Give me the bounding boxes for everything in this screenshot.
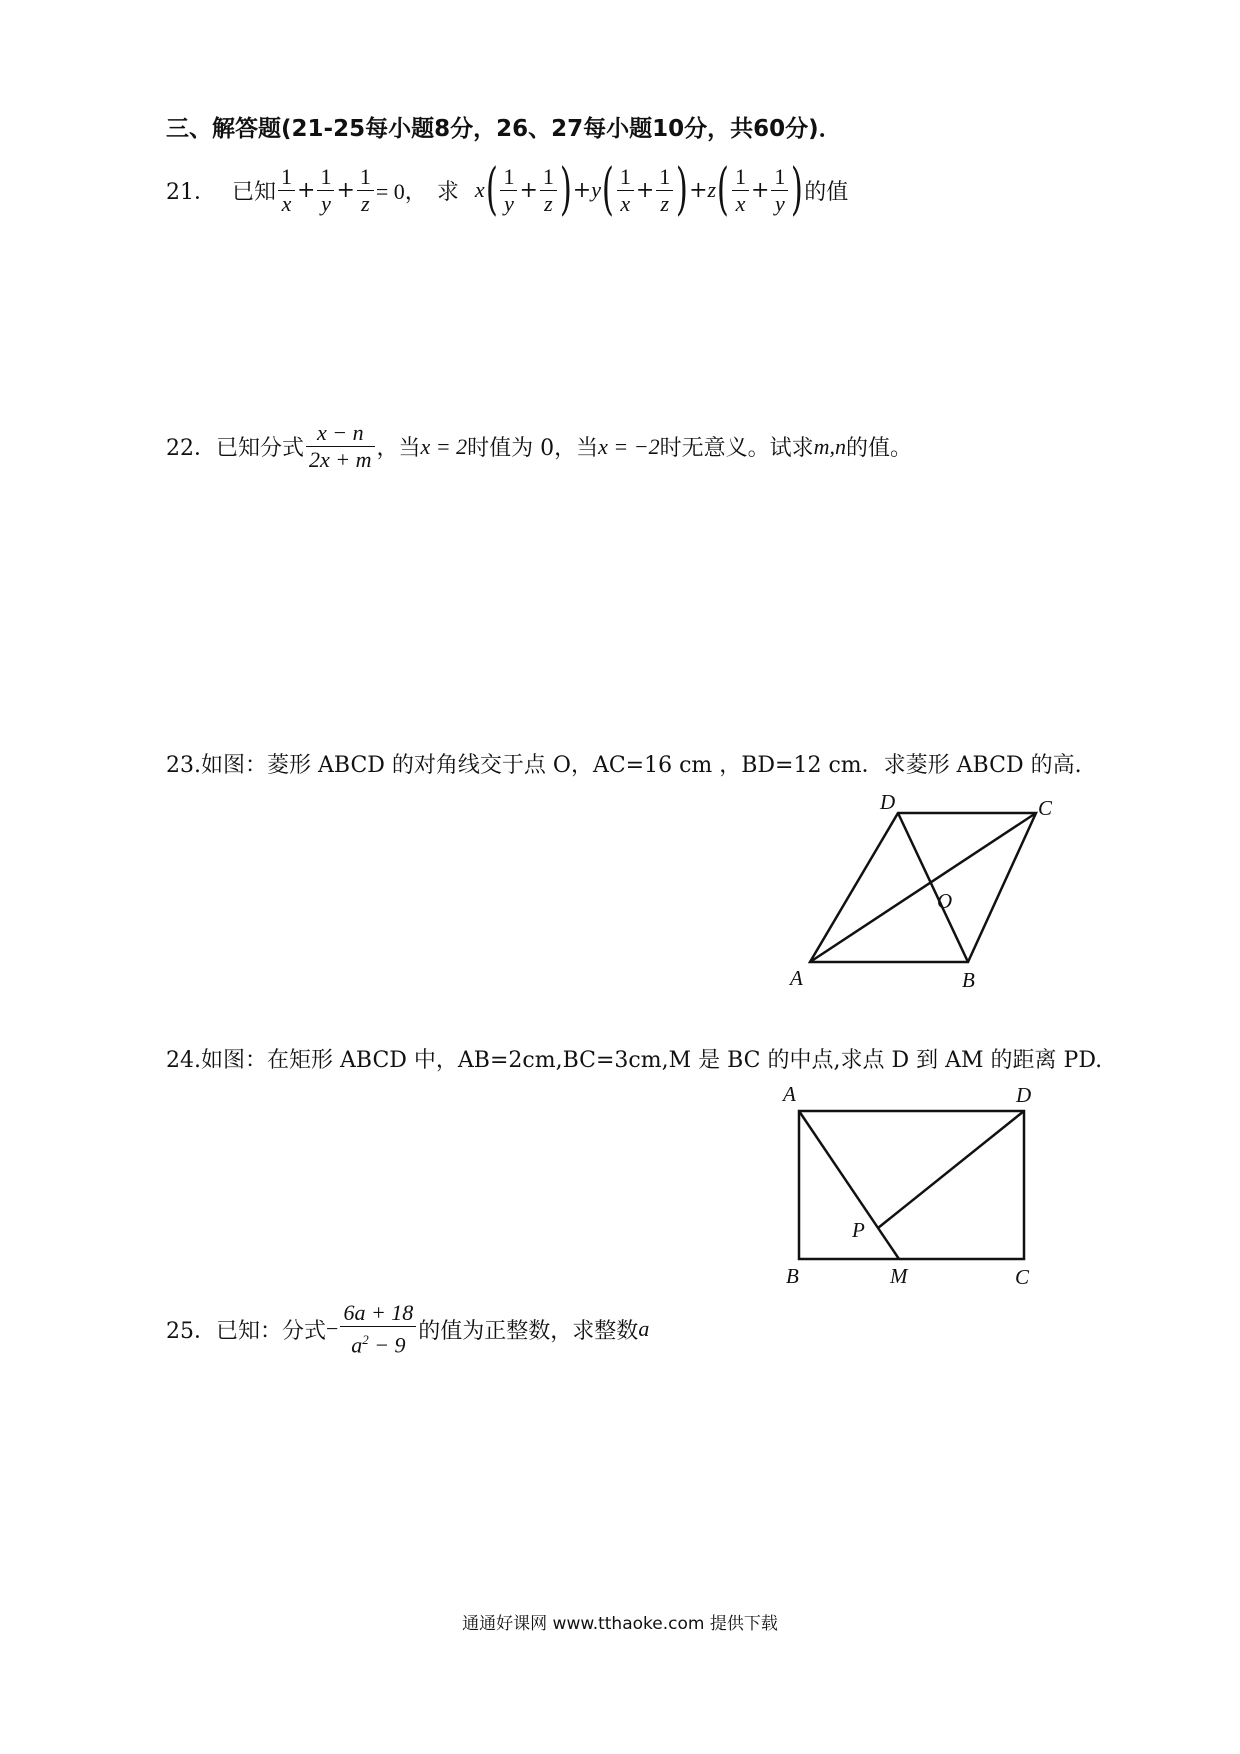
segment-pd — [878, 1111, 1024, 1228]
q21-ask: 求 — [436, 179, 459, 205]
rectangle-figure — [770, 1080, 1070, 1300]
q25-number: 25． — [166, 1318, 216, 1344]
q21-frac-1x: $\frac{1}{x}$ — [278, 164, 295, 217]
question-21 — [166, 157, 849, 222]
q21-frac-1x: $\frac{1}{x}$ — [617, 164, 634, 217]
q22-prefix: 已知分式 — [216, 436, 305, 461]
q22-cond2: x = −2 — [598, 433, 660, 459]
label-m: M — [890, 1264, 908, 1288]
label-d: D — [1016, 1083, 1032, 1107]
q22-number: 22． — [166, 436, 216, 461]
right-paren: ) — [791, 157, 804, 222]
section-title: 三、解答题(21-25每小题8分，26、27每小题10分，共60分)． — [166, 116, 842, 142]
q25-prefix: 已知：分式 — [216, 1318, 327, 1344]
minus-sign: − — [326, 1316, 339, 1342]
q25-numerator: 6a + 18 — [340, 1300, 416, 1327]
q22-text3: 时无意义。试求 — [659, 436, 814, 461]
q22-text4: 的值。 — [846, 436, 913, 461]
q22-vars: m,n — [813, 433, 847, 459]
label-a: A — [783, 1082, 796, 1106]
label-a: A — [790, 966, 803, 990]
label-o: O — [937, 889, 953, 913]
label-c: C — [1038, 796, 1053, 820]
q21-frac-1y: $\frac{1}{y}$ — [317, 164, 334, 217]
q22-numerator: x − n — [306, 420, 375, 447]
diagonal-bd — [898, 813, 968, 962]
plus-sign: + — [750, 177, 770, 203]
label-p: P — [852, 1218, 865, 1242]
plus-sign: + — [336, 177, 355, 203]
q25-fraction — [340, 1300, 416, 1358]
q21-frac-1y: $\frac{1}{y}$ — [771, 164, 788, 217]
q21-frac-1y: $\frac{1}{y}$ — [500, 164, 517, 217]
q22-cond1: x = 2 — [420, 433, 468, 459]
q21-prefix: 已知 — [232, 179, 277, 205]
q21-frac-1z: $\frac{1}{z}$ — [656, 164, 673, 217]
question-23: 23.如图：菱形 ABCD 的对角线交于点 O，AC=16 cm ，BD=12 cm．求菱形 ABCD 的高. — [166, 753, 1082, 778]
q22-text1: ，当 — [376, 436, 421, 461]
q21-frac-1x: $\frac{1}{x}$ — [732, 164, 749, 217]
plus-sign: + — [689, 177, 708, 203]
plus-sign: + — [635, 177, 655, 203]
rhombus-figure — [780, 795, 1080, 995]
q21-suffix: 的值 — [804, 179, 849, 205]
rectangle-outline — [799, 1111, 1024, 1259]
label-c: C — [1015, 1265, 1030, 1289]
q21-frac-1z: $\frac{1}{z}$ — [357, 164, 374, 217]
q22-text2: 时值为 0，当 — [467, 436, 599, 461]
plus-sign: + — [519, 177, 538, 203]
question-24: 24.如图：在矩形 ABCD 中，AB=2cm,BC=3cm,M 是 BC 的中点,求点 D 到 AM 的距离 PD. — [166, 1048, 1103, 1073]
question-25 — [166, 1300, 649, 1358]
left-paren: ( — [717, 157, 730, 222]
q25-var: a — [638, 1316, 650, 1342]
plus-sign: + — [297, 177, 316, 203]
q21-number: 21． — [166, 179, 216, 205]
left-paren: ( — [601, 157, 614, 222]
left-paren: ( — [485, 157, 498, 222]
var-z: z — [707, 177, 717, 202]
q22-denominator: 2x + m — [309, 447, 372, 472]
var-y: y — [591, 177, 601, 202]
segment-am — [799, 1111, 899, 1259]
q21-eq0: = 0， — [375, 178, 427, 204]
label-d: D — [880, 795, 896, 814]
label-b: B — [962, 968, 975, 992]
q22-fraction — [306, 420, 375, 473]
right-paren: ) — [559, 157, 572, 222]
right-paren: ) — [676, 157, 689, 222]
q25-denominator: $a^2 - 9$ — [351, 1332, 406, 1358]
footer-credit: 通通好课网 www.tthaoke.com 提供下载 — [462, 1614, 778, 1634]
q25-text: 的值为正整数，求整数 — [418, 1318, 639, 1344]
plus-sign: + — [572, 177, 592, 203]
var-x: x — [474, 177, 485, 202]
question-22 — [166, 420, 912, 473]
q21-frac-1z: $\frac{1}{z}$ — [540, 164, 557, 217]
label-b: B — [786, 1264, 799, 1288]
